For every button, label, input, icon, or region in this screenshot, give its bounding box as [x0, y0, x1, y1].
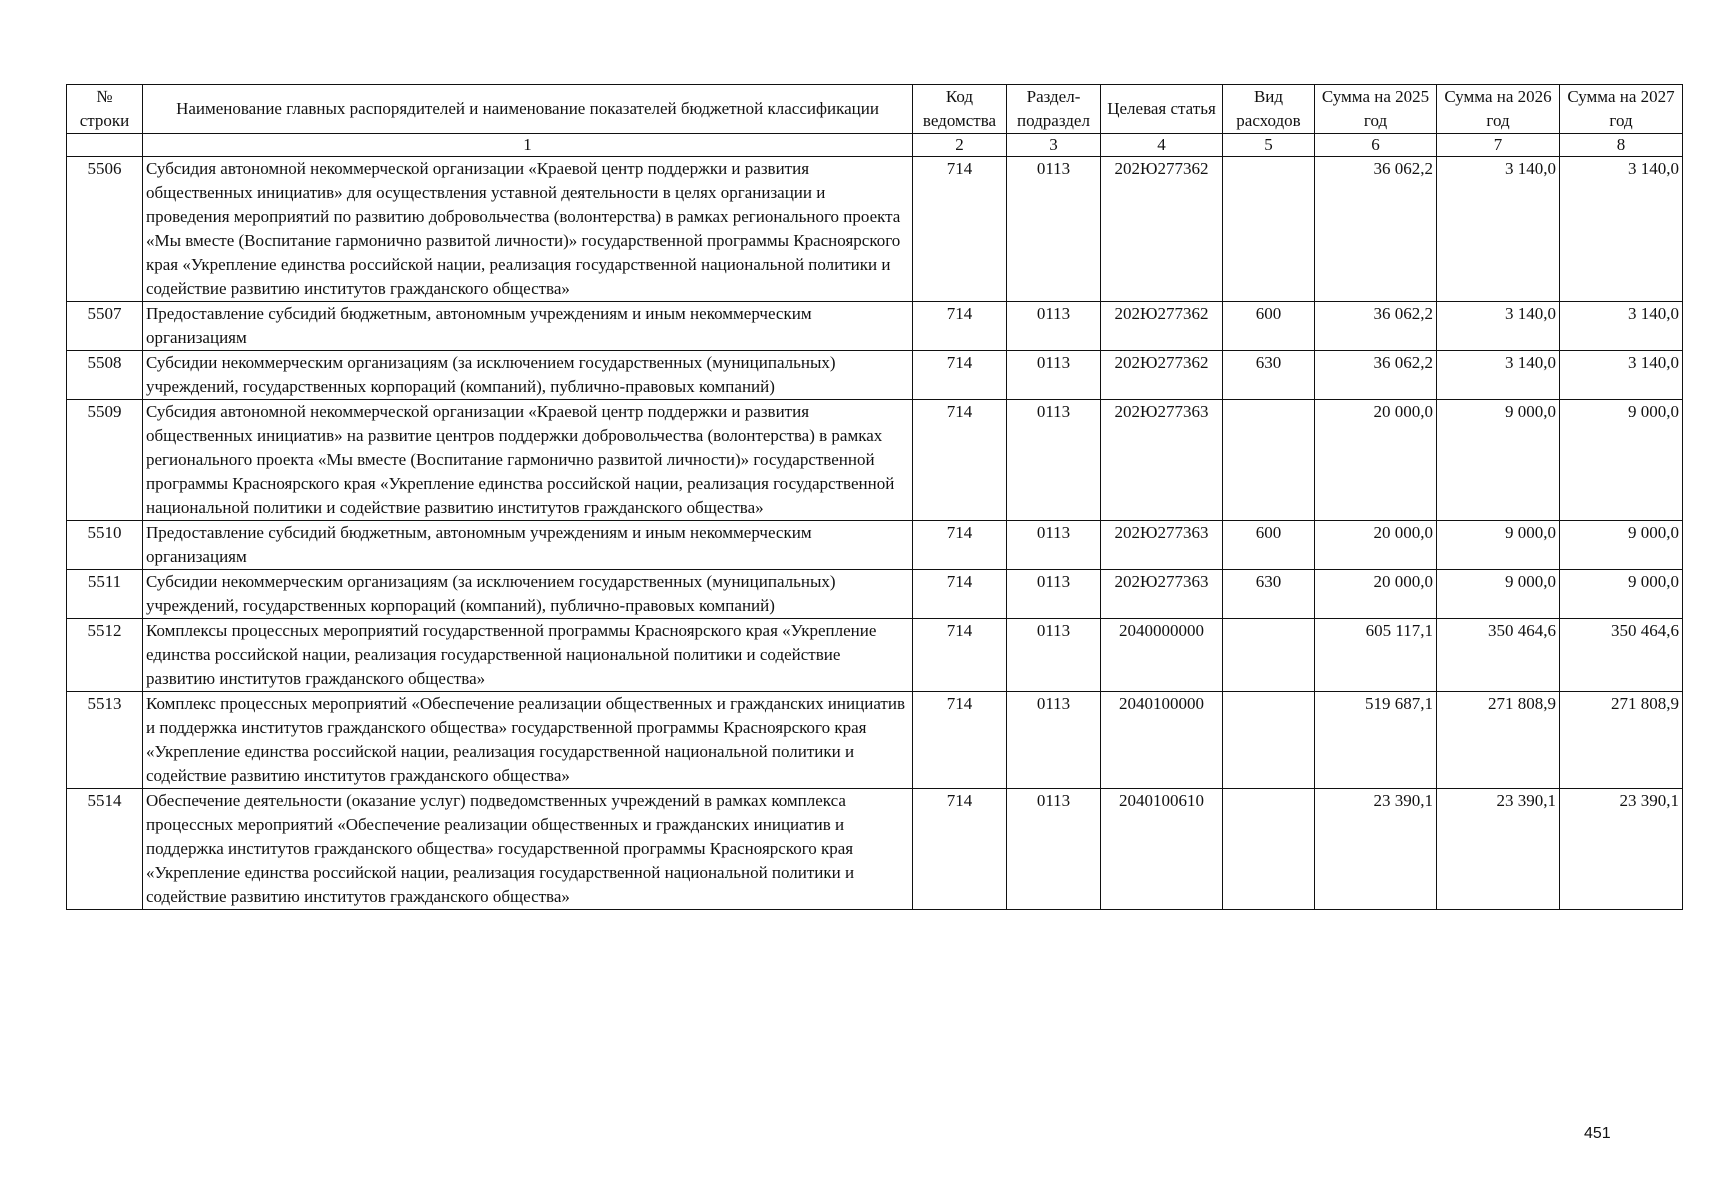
expense-type-cell [1223, 789, 1315, 910]
target-article-cell: 202Ю277362 [1101, 157, 1223, 302]
sum-2025-cell: 36 062,2 [1315, 302, 1437, 351]
expense-type-cell [1223, 692, 1315, 789]
expense-type-cell: 600 [1223, 302, 1315, 351]
section-cell: 0113 [1007, 302, 1101, 351]
row-number-cell: 5507 [67, 302, 143, 351]
dept-code-cell: 714 [913, 351, 1007, 400]
row-number-cell: 5509 [67, 400, 143, 521]
sum-2025-cell: 23 390,1 [1315, 789, 1437, 910]
sum-2027-cell: 3 140,0 [1560, 351, 1683, 400]
dept-code-cell: 714 [913, 400, 1007, 521]
sum-2027-cell: 3 140,0 [1560, 302, 1683, 351]
dept-code-cell: 714 [913, 521, 1007, 570]
sum-2025-cell: 20 000,0 [1315, 400, 1437, 521]
table-row [67, 521, 1683, 570]
sum-2026-cell: 3 140,0 [1437, 157, 1560, 302]
header-sum-2025: Сумма на 2025 год [1315, 85, 1437, 134]
row-name-cell: Субсидии некоммерческим организациям (за исключением государственных (муниципальных) учреждений, государственных корпораций (компаний), публично-правовых компаний) [143, 570, 913, 619]
column-index-cell: 7 [1437, 134, 1560, 157]
table-row [67, 692, 1683, 789]
row-name-cell: Предоставление субсидий бюджетным, автономным учреждениям и иным некоммерческим организациям [143, 521, 913, 570]
table-row [67, 157, 1683, 302]
sum-2025-cell: 36 062,2 [1315, 351, 1437, 400]
column-index-cell: 1 [143, 134, 913, 157]
row-number-cell: 5510 [67, 521, 143, 570]
sum-2027-cell: 350 464,6 [1560, 619, 1683, 692]
page-number: 451 [1584, 1125, 1611, 1142]
section-cell: 0113 [1007, 351, 1101, 400]
column-index-cell: 2 [913, 134, 1007, 157]
section-cell: 0113 [1007, 619, 1101, 692]
header-target-article: Целевая статья [1101, 85, 1223, 134]
section-cell: 0113 [1007, 570, 1101, 619]
sum-2027-cell: 9 000,0 [1560, 570, 1683, 619]
header-row-number: № строки [67, 85, 143, 134]
sum-2025-cell: 605 117,1 [1315, 619, 1437, 692]
sum-2027-cell: 9 000,0 [1560, 400, 1683, 521]
sum-2027-cell: 9 000,0 [1560, 521, 1683, 570]
table-body [67, 157, 1683, 910]
header-sum-2027: Сумма на 2027 год [1560, 85, 1683, 134]
section-cell: 0113 [1007, 521, 1101, 570]
section-cell: 0113 [1007, 400, 1101, 521]
dept-code-cell: 714 [913, 570, 1007, 619]
sum-2025-cell: 20 000,0 [1315, 521, 1437, 570]
target-article-cell: 202Ю277363 [1101, 400, 1223, 521]
row-name-cell: Обеспечение деятельности (оказание услуг) подведомственных учреждений в рамках комплекса процессных мероприятий «Обеспечение реализации общественных и гражданских инициатив и поддержка институтов гражданского общества» государственной программы Красноярского края «Укрепление единства российской нации, реализация государственной национальной политики и содействие развитию институтов гражданского общества» [143, 789, 913, 910]
column-index-row [67, 134, 1683, 157]
row-name-cell: Комплексы процессных мероприятий государственной программы Красноярского края «Укрепление единства российской нации, реализация государственной национальной политики и содействие развитию институтов гражданского общества» [143, 619, 913, 692]
column-index-cell: 3 [1007, 134, 1101, 157]
expense-type-cell [1223, 157, 1315, 302]
section-cell: 0113 [1007, 692, 1101, 789]
row-name-cell: Предоставление субсидий бюджетным, автономным учреждениям и иным некоммерческим организациям [143, 302, 913, 351]
sum-2026-cell: 9 000,0 [1437, 521, 1560, 570]
row-number-cell: 5512 [67, 619, 143, 692]
table-row [67, 351, 1683, 400]
sum-2026-cell: 23 390,1 [1437, 789, 1560, 910]
dept-code-cell: 714 [913, 619, 1007, 692]
sum-2027-cell: 271 808,9 [1560, 692, 1683, 789]
column-index-cell: 4 [1101, 134, 1223, 157]
target-article-cell: 2040000000 [1101, 619, 1223, 692]
row-number-cell: 5508 [67, 351, 143, 400]
header-expense-type: Вид расходов [1223, 85, 1315, 134]
row-name-cell: Субсидии некоммерческим организациям (за исключением государственных (муниципальных) учреждений, государственных корпораций (компаний), публично-правовых компаний) [143, 351, 913, 400]
table-row [67, 619, 1683, 692]
expense-type-cell: 630 [1223, 570, 1315, 619]
section-cell: 0113 [1007, 157, 1101, 302]
sum-2025-cell: 519 687,1 [1315, 692, 1437, 789]
column-index-cell: 8 [1560, 134, 1683, 157]
header-sum-2026: Сумма на 2026 год [1437, 85, 1560, 134]
dept-code-cell: 714 [913, 157, 1007, 302]
target-article-cell: 202Ю277362 [1101, 351, 1223, 400]
column-index-cell: 6 [1315, 134, 1437, 157]
sum-2026-cell: 9 000,0 [1437, 400, 1560, 521]
sum-2026-cell: 271 808,9 [1437, 692, 1560, 789]
sum-2026-cell: 9 000,0 [1437, 570, 1560, 619]
header-section: Раздел-подраздел [1007, 85, 1101, 134]
column-index-cell: 5 [1223, 134, 1315, 157]
target-article-cell: 2040100610 [1101, 789, 1223, 910]
table-row [67, 789, 1683, 910]
column-index-cell [67, 134, 143, 157]
header-name: Наименование главных распорядителей и наименование показателей бюджетной классификации [143, 85, 913, 134]
expense-type-cell [1223, 619, 1315, 692]
sum-2027-cell: 23 390,1 [1560, 789, 1683, 910]
header-dept-code: Код ведомства [913, 85, 1007, 134]
sum-2027-cell: 3 140,0 [1560, 157, 1683, 302]
row-number-cell: 5514 [67, 789, 143, 910]
table-row [67, 570, 1683, 619]
section-cell: 0113 [1007, 789, 1101, 910]
row-number-cell: 5511 [67, 570, 143, 619]
expense-type-cell: 600 [1223, 521, 1315, 570]
expense-type-cell: 630 [1223, 351, 1315, 400]
row-name-cell: Субсидия автономной некоммерческой организации «Краевой центр поддержки и развития общественных инициатив» для осуществления уставной деятельности в целях организации и проведения мероприятий по развитию добровольчества (волонтерства) в рамках регионального проекта «Мы вместе (Воспитание гармонично развитой личности)» государственной программы Красноярского края «Укрепление единства российской нации, реализация государственной национальной политики и содействие развитию институтов гражданского общества» [143, 157, 913, 302]
budget-table [66, 84, 1683, 910]
row-name-cell: Комплекс процессных мероприятий «Обеспечение реализации общественных и гражданских инициатив и поддержка институтов гражданского общества» государственной программы Красноярского края «Укрепление единства российской нации, реализация государственной национальной политики и содействие развитию институтов гражданского общества» [143, 692, 913, 789]
table-row [67, 400, 1683, 521]
dept-code-cell: 714 [913, 789, 1007, 910]
expense-type-cell [1223, 400, 1315, 521]
row-number-cell: 5513 [67, 692, 143, 789]
dept-code-cell: 714 [913, 302, 1007, 351]
sum-2026-cell: 3 140,0 [1437, 351, 1560, 400]
target-article-cell: 202Ю277363 [1101, 521, 1223, 570]
target-article-cell: 202Ю277363 [1101, 570, 1223, 619]
target-article-cell: 202Ю277362 [1101, 302, 1223, 351]
sum-2025-cell: 20 000,0 [1315, 570, 1437, 619]
header-row [67, 85, 1683, 134]
table-row [67, 302, 1683, 351]
sum-2026-cell: 350 464,6 [1437, 619, 1560, 692]
sum-2025-cell: 36 062,2 [1315, 157, 1437, 302]
sum-2026-cell: 3 140,0 [1437, 302, 1560, 351]
row-number-cell: 5506 [67, 157, 143, 302]
target-article-cell: 2040100000 [1101, 692, 1223, 789]
row-name-cell: Субсидия автономной некоммерческой организации «Краевой центр поддержки и развития общественных инициатив» на развитие центров поддержки добровольчества (волонтерства) в рамках регионального проекта «Мы вместе (Воспитание гармонично развитой личности)» государственной программы Красноярского края «Укрепление единства российской нации, реализация государственной национальной политики и содействие развитию институтов гражданского общества» [143, 400, 913, 521]
dept-code-cell: 714 [913, 692, 1007, 789]
